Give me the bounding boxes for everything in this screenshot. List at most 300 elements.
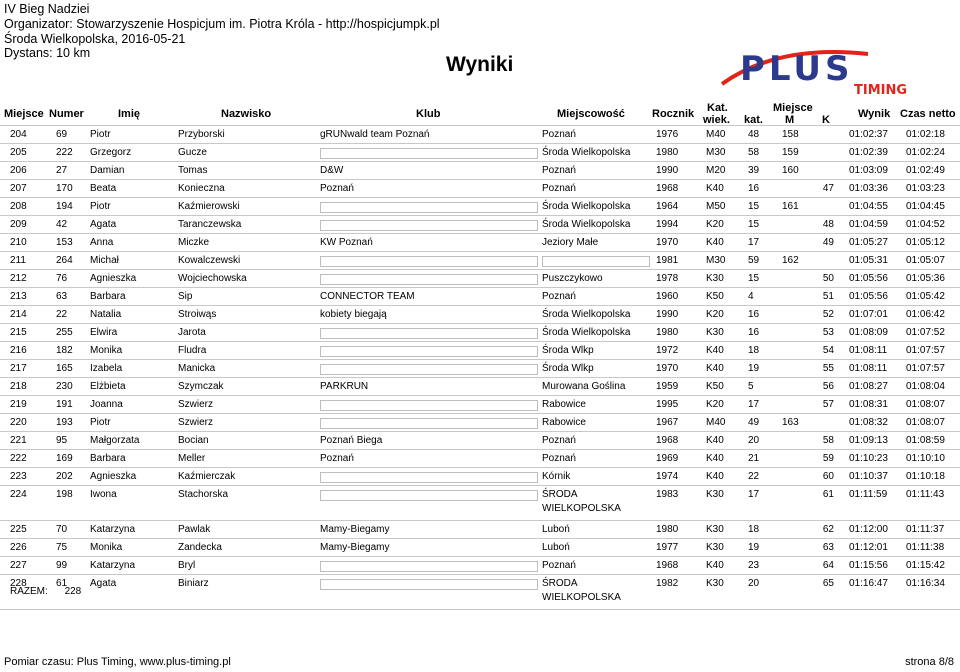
cell-category: K40: [706, 345, 724, 356]
cell-first-name: Małgorzata: [90, 435, 140, 446]
cell-result: 01:02:39: [849, 147, 888, 158]
cell-net-time: 01:02:24: [906, 147, 945, 158]
col-klub: Klub: [416, 108, 441, 120]
cell-last-name: Taranczewska: [178, 219, 242, 230]
cell-place: 205: [10, 147, 27, 158]
cell-first-name: Izabela: [90, 363, 123, 374]
col-nazwisko: Nazwisko: [221, 108, 272, 120]
table-row: [0, 575, 960, 610]
cell-year: 1978: [656, 273, 679, 284]
cell-place: 215: [10, 327, 27, 338]
cell-result: 01:15:56: [849, 560, 888, 571]
cell-category-place: 17: [748, 489, 760, 500]
cell-year: 1994: [656, 219, 679, 230]
col-miejsce: Miejsce: [4, 108, 44, 120]
cell-result: 01:12:00: [849, 524, 888, 535]
cell-year: 1980: [656, 327, 679, 338]
cell-place-k: 56: [822, 381, 834, 392]
cell-last-name: Szwierz: [178, 399, 214, 410]
cell-last-name: Kowalczewski: [178, 255, 241, 266]
empty-club-box: [320, 148, 538, 159]
cell-place-m: 160: [782, 165, 799, 176]
cell-category: M30: [706, 255, 726, 266]
cell-year: 1980: [656, 524, 679, 535]
summary: [10, 586, 81, 597]
cell-category: K30: [706, 542, 724, 553]
cell-number: 63: [56, 291, 68, 302]
cell-result: 01:10:23: [849, 453, 888, 464]
cell-first-name: Katarzyna: [90, 560, 136, 571]
cell-number: 198: [56, 489, 73, 500]
cell-club: gRUNwald team Poznań: [320, 129, 430, 140]
cell-result: 01:08:31: [849, 399, 888, 410]
col-k: K: [822, 114, 830, 126]
cell-net-time: 01:04:45: [906, 201, 945, 212]
cell-category-place: 20: [748, 578, 760, 589]
cell-place: 222: [10, 453, 27, 464]
cell-place-k: 54: [822, 345, 834, 356]
cell-year: 1980: [656, 147, 679, 158]
cell-first-name: Anna: [90, 237, 114, 248]
cell-category: K40: [706, 560, 724, 571]
cell-last-name: Stachorska: [178, 489, 229, 500]
table-row: [0, 288, 960, 306]
empty-club-box: [320, 472, 538, 483]
cell-club: kobiety biegają: [320, 309, 387, 320]
cell-place-k: 62: [822, 524, 834, 535]
cell-number: 22: [56, 309, 68, 320]
cell-category: K20: [706, 219, 724, 230]
table-row: [0, 378, 960, 396]
cell-place-k: 49: [822, 237, 834, 248]
cell-result: 01:03:36: [849, 183, 888, 194]
cell-place-k: 65: [822, 578, 834, 589]
cell-net-time: 01:03:23: [906, 183, 945, 194]
cell-net-time: 01:10:18: [906, 471, 945, 482]
cell-first-name: Agata: [90, 578, 117, 589]
cell-category-place: 20: [748, 435, 760, 446]
cell-number: 153: [56, 237, 73, 248]
col-wynik: Wynik: [858, 108, 891, 120]
cell-result: 01:05:56: [849, 291, 888, 302]
cell-city: Poznań: [542, 435, 576, 446]
table-row: [0, 432, 960, 450]
footer-timing: Pomiar czasu: Plus Timing, www.plus-timing.pl: [4, 656, 231, 668]
cell-net-time: 01:04:52: [906, 219, 945, 230]
empty-city-box: [542, 256, 650, 267]
cell-place: 214: [10, 309, 27, 320]
cell-year: 1967: [656, 417, 679, 428]
cell-result: 01:08:27: [849, 381, 888, 392]
col-kat-place: kat.: [744, 114, 763, 126]
cell-city: Środa Wielkopolska: [542, 219, 631, 230]
cell-place-m: 162: [782, 255, 799, 266]
cell-year: 1970: [656, 237, 679, 248]
logo-plus-text: PLUS: [740, 49, 854, 89]
cell-number: 182: [56, 345, 73, 356]
empty-club-box: [320, 220, 538, 231]
col-rocznik: Rocznik: [652, 108, 695, 120]
empty-club-box: [320, 400, 538, 411]
table-row: [0, 216, 960, 234]
table-row: [0, 144, 960, 162]
cell-club: D&W: [320, 165, 344, 176]
page-title: Wyniki: [446, 53, 514, 76]
cell-category: K30: [706, 578, 724, 589]
cell-last-name: Wojciechowska: [178, 273, 247, 284]
empty-club-box: [320, 274, 538, 285]
cell-number: 165: [56, 363, 73, 374]
empty-club-box: [320, 364, 538, 375]
table-row: [0, 125, 960, 144]
cell-category-place: 18: [748, 524, 760, 535]
cell-result: 01:12:01: [849, 542, 888, 553]
cell-last-name: Sip: [178, 291, 193, 302]
cell-number: 194: [56, 201, 73, 212]
cell-category-place: 39: [748, 165, 760, 176]
cell-year: 1990: [656, 165, 679, 176]
cell-category-place: 16: [748, 309, 760, 320]
cell-number: 191: [56, 399, 73, 410]
cell-year: 1995: [656, 399, 679, 410]
cell-result: 01:16:47: [849, 578, 888, 589]
cell-year: 1974: [656, 471, 679, 482]
col-numer: Numer: [49, 108, 84, 120]
cell-city: Rabowice: [542, 417, 586, 428]
cell-category-place: 16: [748, 327, 760, 338]
cell-year: 1968: [656, 560, 679, 571]
cell-category-place: 48: [748, 129, 760, 140]
cell-place: 216: [10, 345, 27, 356]
cell-result: 01:02:37: [849, 129, 888, 140]
cell-club: Poznań Biega: [320, 435, 383, 446]
cell-net-time: 01:05:07: [906, 255, 945, 266]
cell-city: Środa Wlkp: [542, 345, 594, 356]
cell-place-k: 63: [822, 542, 834, 553]
distance: Dystans: 10 km: [4, 46, 91, 60]
cell-result: 01:04:59: [849, 219, 888, 230]
cell-year: 1976: [656, 129, 679, 140]
logo-timing-text: TIMING: [854, 83, 908, 96]
cell-category-place: 15: [748, 219, 760, 230]
cell-category: K30: [706, 327, 724, 338]
cell-number: 61: [56, 578, 68, 589]
cell-year: 1990: [656, 309, 679, 320]
cell-category: M20: [706, 165, 726, 176]
cell-category: M30: [706, 147, 726, 158]
cell-result: 01:05:31: [849, 255, 888, 266]
cell-place: 224: [10, 489, 27, 500]
cell-club: Mamy-Biegamy: [320, 524, 390, 535]
cell-net-time: 01:15:42: [906, 560, 945, 571]
cell-last-name: Fludra: [178, 345, 207, 356]
cell-number: 69: [56, 129, 68, 140]
cell-result: 01:05:56: [849, 273, 888, 284]
cell-number: 99: [56, 560, 68, 571]
cell-category-place: 16: [748, 183, 760, 194]
table-row: [0, 414, 960, 432]
col-kat: Kat.: [707, 102, 728, 114]
cell-last-name: Stroiwąs: [178, 309, 217, 320]
cell-category-place: 5: [748, 381, 754, 392]
event-name: IV Bieg Nadziei: [4, 2, 90, 16]
cell-number: 95: [56, 435, 68, 446]
cell-place: 211: [10, 255, 26, 266]
col-czas-netto: Czas netto: [900, 108, 956, 120]
cell-result: 01:08:11: [849, 345, 888, 356]
cell-city: ŚRODA WIELKOPOLSKA: [542, 489, 621, 514]
cell-place-k: 58: [822, 435, 834, 446]
cell-first-name: Agnieszka: [90, 471, 137, 482]
cell-city: Środa Wielkopolska: [542, 147, 631, 158]
cell-place: 204: [10, 129, 27, 140]
cell-year: 1982: [656, 578, 679, 589]
cell-number: 193: [56, 417, 73, 428]
cell-category-place: 23: [748, 560, 760, 571]
cell-city: Puszczykowo: [542, 273, 603, 284]
cell-place-k: 59: [822, 453, 834, 464]
table-row: [0, 342, 960, 360]
cell-result: 01:04:55: [849, 201, 888, 212]
cell-place: 218: [10, 381, 27, 392]
cell-place: 206: [10, 165, 27, 176]
empty-club-box: [320, 418, 538, 429]
table-row: [0, 234, 960, 252]
cell-city: Jeziory Małe: [542, 237, 599, 248]
cell-category: K40: [706, 237, 724, 248]
cell-city: Rabowice: [542, 399, 586, 410]
cell-club: Poznań: [320, 453, 354, 464]
table-row: [0, 198, 960, 216]
cell-last-name: Bocian: [178, 435, 209, 446]
cell-place-m: 159: [782, 147, 799, 158]
empty-club-box: [320, 328, 538, 339]
cell-place-k: 64: [822, 560, 834, 571]
cell-result: 01:11:59: [849, 489, 888, 500]
cell-club: PARKRUN: [320, 381, 369, 392]
cell-number: 169: [56, 453, 73, 464]
table-row: [0, 306, 960, 324]
cell-city: Luboń: [542, 524, 570, 535]
table-row: [0, 162, 960, 180]
cell-year: 1968: [656, 435, 679, 446]
cell-place: 219: [10, 399, 27, 410]
cell-city: Poznań: [542, 453, 576, 464]
cell-first-name: Natalia: [90, 309, 122, 320]
cell-place: 228: [10, 578, 27, 589]
table-row: [0, 324, 960, 342]
cell-place: 226: [10, 542, 27, 553]
table-row: [0, 360, 960, 378]
cell-category: K40: [706, 183, 724, 194]
cell-net-time: 01:11:38: [906, 542, 945, 553]
cell-number: 230: [56, 381, 73, 392]
cell-category-place: 17: [748, 237, 760, 248]
cell-year: 1960: [656, 291, 679, 302]
cell-last-name: Przyborski: [178, 129, 225, 140]
cell-first-name: Grzegorz: [90, 147, 132, 158]
cell-category: K30: [706, 524, 724, 535]
cell-net-time: 01:16:34: [906, 578, 945, 589]
cell-city: Murowana Goślina: [542, 381, 626, 392]
col-imie: Imię: [118, 108, 141, 120]
cell-net-time: 01:05:36: [906, 273, 945, 284]
cell-net-time: 01:08:59: [906, 435, 945, 446]
cell-category: K30: [706, 489, 724, 500]
cell-club: KW Poznań: [320, 237, 373, 248]
cell-year: 1972: [656, 345, 679, 356]
cell-category-place: 21: [748, 453, 760, 464]
organizer: Organizator: Stowarzyszenie Hospicjum im. Piotra Króla - http://hospicjumpk.pl: [4, 17, 440, 31]
cell-year: 1969: [656, 453, 679, 464]
cell-place-k: 52: [822, 309, 834, 320]
cell-place-k: 60: [822, 471, 834, 482]
cell-first-name: Monika: [90, 542, 123, 553]
cell-number: 76: [56, 273, 68, 284]
cell-number: 170: [56, 183, 73, 194]
results-table: [0, 125, 960, 610]
cell-city: Poznań: [542, 183, 576, 194]
cell-last-name: Szwierz: [178, 417, 214, 428]
cell-net-time: 01:11:37: [906, 524, 945, 535]
cell-category: K20: [706, 399, 724, 410]
cell-place-m: 163: [782, 417, 799, 428]
cell-result: 01:09:13: [849, 435, 888, 446]
cell-place: 210: [10, 237, 27, 248]
empty-club-box: [320, 490, 538, 501]
empty-club-box: [320, 202, 538, 213]
cell-first-name: Piotr: [90, 417, 111, 428]
table-row: [0, 450, 960, 468]
cell-net-time: 01:05:12: [906, 237, 945, 248]
cell-category-place: 22: [748, 471, 760, 482]
table-row: [0, 539, 960, 557]
cell-first-name: Iwona: [90, 489, 117, 500]
cell-place: 223: [10, 471, 27, 482]
table-header: [0, 102, 960, 126]
cell-place-m: 161: [782, 201, 799, 212]
empty-club-box: [320, 346, 538, 357]
cell-place: 221: [10, 435, 27, 446]
cell-category-place: 58: [748, 147, 760, 158]
cell-place-k: 51: [822, 291, 834, 302]
cell-category-place: 59: [748, 255, 760, 266]
cell-place-k: 55: [822, 363, 834, 374]
cell-last-name: Manicka: [178, 363, 216, 374]
cell-place-k: 47: [822, 183, 834, 194]
cell-first-name: Barbara: [90, 453, 126, 464]
table-row: [0, 180, 960, 198]
cell-place-k: 61: [822, 489, 834, 500]
cell-result: 01:08:32: [849, 417, 888, 428]
cell-place: 209: [10, 219, 27, 230]
cell-category: K40: [706, 453, 724, 464]
cell-last-name: Konieczna: [178, 183, 225, 194]
cell-place: 225: [10, 524, 27, 535]
summary-label: RAZEM:: [10, 586, 48, 597]
cell-result: 01:07:01: [849, 309, 888, 320]
cell-city: Poznań: [542, 291, 576, 302]
table-row: [0, 521, 960, 539]
cell-net-time: 01:02:49: [906, 165, 945, 176]
cell-first-name: Piotr: [90, 201, 111, 212]
empty-club-box: [320, 256, 538, 267]
cell-category-place: 17: [748, 399, 760, 410]
cell-first-name: Agata: [90, 219, 117, 230]
cell-number: 264: [56, 255, 73, 266]
cell-net-time: 01:07:52: [906, 327, 945, 338]
cell-category-place: 4: [748, 291, 754, 302]
cell-first-name: Joanna: [90, 399, 123, 410]
cell-net-time: 01:07:57: [906, 345, 945, 356]
cell-place-k: 53: [822, 327, 834, 338]
cell-category: K50: [706, 291, 724, 302]
cell-club: Poznań: [320, 183, 354, 194]
cell-last-name: Zandecka: [178, 542, 222, 553]
cell-first-name: Monika: [90, 345, 123, 356]
cell-club: Mamy-Biegamy: [320, 542, 390, 553]
cell-city: Środa Wielkopolska: [542, 201, 631, 212]
table-row: [0, 557, 960, 575]
cell-place: 208: [10, 201, 27, 212]
cell-place: 227: [10, 560, 27, 571]
cell-category: K40: [706, 435, 724, 446]
cell-category: K50: [706, 381, 724, 392]
cell-first-name: Beata: [90, 183, 117, 194]
table-row: [0, 252, 960, 270]
cell-last-name: Gucze: [178, 147, 207, 158]
col-miejsce-group: Miejsce: [773, 102, 813, 114]
cell-category: K40: [706, 471, 724, 482]
cell-last-name: Biniarz: [178, 578, 209, 589]
cell-net-time: 01:11:43: [906, 489, 945, 500]
cell-city: Poznań: [542, 560, 576, 571]
cell-first-name: Michał: [90, 255, 119, 266]
table-row: [0, 270, 960, 288]
cell-category-place: 15: [748, 273, 760, 284]
cell-first-name: Katarzyna: [90, 524, 136, 535]
col-wiek: wiek.: [703, 114, 730, 126]
cell-year: 1970: [656, 363, 679, 374]
cell-last-name: Szymczak: [178, 381, 224, 392]
cell-place-k: 57: [822, 399, 834, 410]
cell-year: 1983: [656, 489, 679, 500]
cell-last-name: Pawlak: [178, 524, 211, 535]
cell-net-time: 01:02:18: [906, 129, 945, 140]
cell-last-name: Meller: [178, 453, 206, 464]
cell-first-name: Barbara: [90, 291, 126, 302]
cell-club: CONNECTOR TEAM: [320, 291, 415, 302]
cell-city: ŚRODA WIELKOPOLSKA: [542, 578, 621, 603]
cell-result: 01:03:09: [849, 165, 888, 176]
col-m: M: [785, 114, 795, 126]
cell-last-name: Kaźmierowski: [178, 201, 240, 212]
cell-place: 220: [10, 417, 27, 428]
cell-net-time: 01:08:07: [906, 417, 945, 428]
cell-place-m: 158: [782, 129, 799, 140]
cell-place: 207: [10, 183, 27, 194]
empty-club-box: [320, 561, 538, 572]
cell-last-name: Miczke: [178, 237, 210, 248]
cell-result: 01:08:09: [849, 327, 888, 338]
summary-value: 228: [64, 586, 82, 597]
cell-net-time: 01:07:57: [906, 363, 945, 374]
cell-year: 1959: [656, 381, 679, 392]
cell-place-k: 50: [822, 273, 834, 284]
cell-year: 1977: [656, 542, 679, 553]
cell-last-name: Kaźmierczak: [178, 471, 236, 482]
cell-place-k: 48: [822, 219, 834, 230]
